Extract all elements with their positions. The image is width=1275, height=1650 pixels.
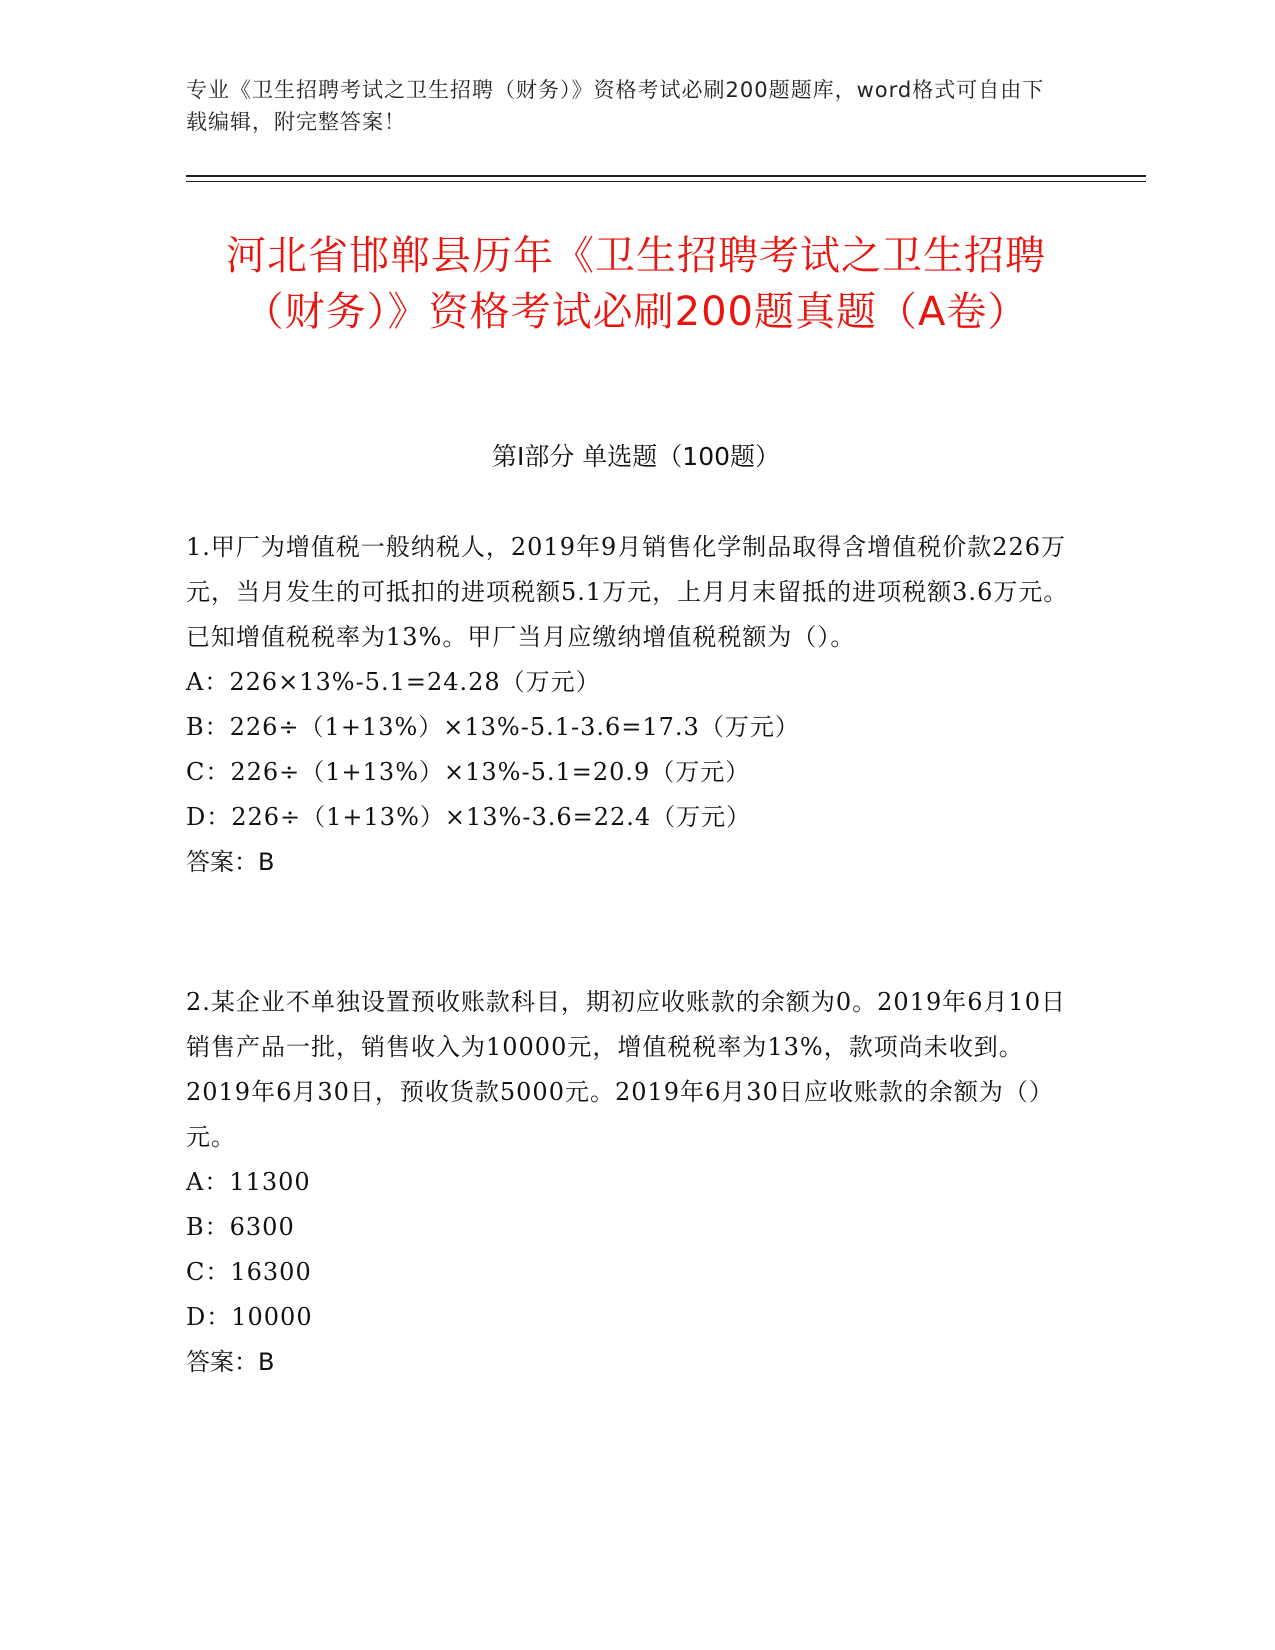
option-c: C：16300 [186, 1258, 312, 1286]
answer: 答案：B [186, 848, 275, 876]
option-c: C：226÷（1+13%）×13%-5.1=20.9（万元） [186, 758, 751, 786]
option-b: B：226÷（1+13%）×13%-5.1-3.6=17.3（万元） [186, 713, 800, 741]
option-d: D：226÷（1+13%）×13%-3.6=22.4（万元） [186, 803, 752, 831]
header-divider-thin [186, 181, 1146, 182]
document-title: 河北省邯郸县历年《卫生招聘考试之卫生招聘（财务）》资格考试必刷200题真题（A卷） [226, 233, 1046, 335]
option-a: A：226×13%-5.1=24.28（万元） [186, 668, 601, 696]
question-1 [186, 525, 1086, 885]
header-note: 专业《卫生招聘考试之卫生招聘（财务）》资格考试必刷200题题库，word格式可自由下载编辑，附完整答案！ [186, 78, 1045, 134]
option-d: D：10000 [186, 1303, 313, 1331]
header-divider-thick [186, 175, 1146, 177]
question-2 [186, 980, 1086, 1385]
section-title: 第I部分 单选题（100题） [491, 442, 781, 471]
question-stem: 2.某企业不单独设置预收账款科目，期初应收账款的余额为0。2019年6月10日销售产品一批，销售收入为10000元，增值税税率为13%，款项尚未收到。2019年6月30日，预收货款5000元。2019年6月30日应收账款的余额为（）元。 [186, 988, 1067, 1151]
option-b: B：6300 [186, 1213, 295, 1241]
question-stem: 1.甲厂为增值税一般纳税人，2019年9月销售化学制品取得含增值税价款226万元，当月发生的可抵扣的进项税额5.1万元，上月月末留抵的进项税额3.6万元。已知增值税税率为13%。甲厂当月应缴纳增值税税额为（）。 [186, 533, 1069, 651]
answer: 答案：B [186, 1348, 275, 1376]
option-a: A：11300 [186, 1168, 311, 1196]
